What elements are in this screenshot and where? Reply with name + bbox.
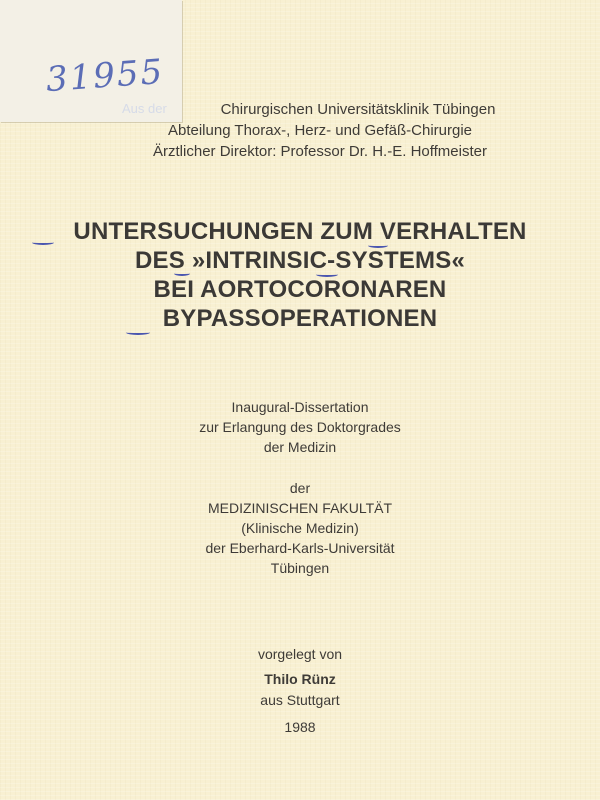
dissertation-line-1: Inaugural-Dissertation — [231, 399, 369, 415]
institution-line-2: Abteilung Thorax-, Herz- und Gefäß-Chirurgie — [167, 122, 473, 139]
pen-mark-u — [32, 240, 54, 245]
title-line-1: UNTERSUCHUNGEN ZUM VERHALTEN — [73, 218, 527, 245]
pen-mark-v — [368, 243, 388, 248]
title-line-4: BYPASSOPERATIONEN — [162, 305, 438, 332]
faded-prefix: Aus der — [122, 101, 167, 116]
institution-line-1: Chirurgischen Universitätsklinik Tübingen — [220, 101, 496, 118]
faculty-line-3: (Klinische Medizin) — [241, 520, 359, 536]
title-line-2: DES »INTRINSIC-SYSTEMS« — [135, 247, 465, 274]
faculty-line-1: der — [289, 480, 311, 496]
faculty-line-4: der Eberhard-Karls-Universität — [205, 540, 395, 556]
author-origin: aus Stuttgart — [260, 692, 340, 708]
author-name: Thilo Rünz — [264, 671, 336, 687]
institution-line-3: Ärztlicher Direktor: Professor Dr. H.-E. Hoffmeister — [153, 143, 487, 160]
faculty-line-5: Tübingen — [270, 560, 330, 576]
publication-year: 1988 — [284, 719, 316, 735]
handwritten-catalog-number: 31955 — [44, 51, 166, 101]
presented-by: vorgelegt von — [257, 646, 343, 662]
dissertation-line-3: der Medizin — [263, 439, 337, 455]
faculty-line-2: MEDIZINISCHEN FAKULTÄT — [207, 500, 393, 516]
pen-mark-b — [126, 330, 150, 335]
pen-mark-s — [316, 272, 338, 277]
title-line-3: BEI AORTOCORONAREN — [153, 276, 447, 303]
dissertation-line-2: zur Erlangung des Doktorgrades — [199, 419, 401, 435]
pen-mark-i — [174, 271, 190, 276]
